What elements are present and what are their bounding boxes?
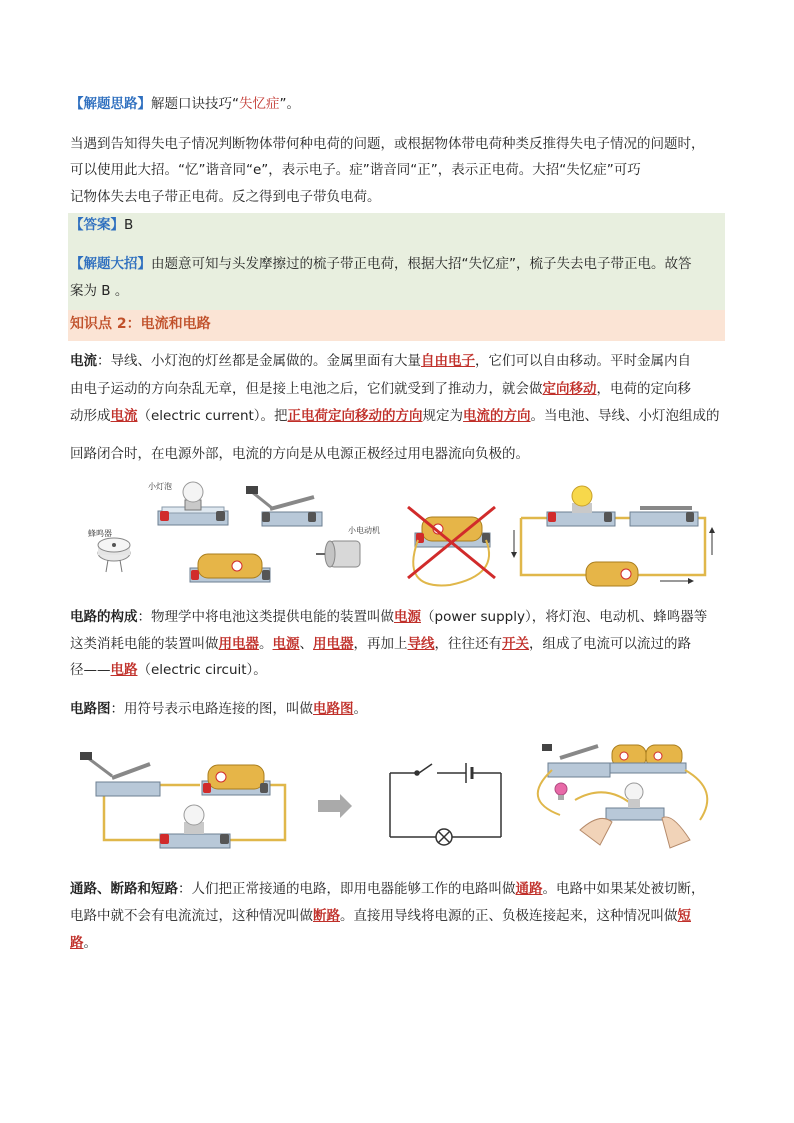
current-text: 动形成: [70, 408, 111, 424]
current-text: 规定为: [422, 408, 464, 424]
term-appliance: 用电器: [218, 636, 259, 652]
composition-text: ：物理学中将电池这类提供电能的装置叫做: [137, 609, 394, 625]
thinking-tag: 【解题思路】: [70, 96, 151, 112]
states-label: 通路、断路和短路: [70, 881, 178, 897]
current-text: ，电荷的定向移: [596, 381, 691, 397]
label-motor: 小电动机: [348, 526, 380, 535]
trick-line-2: 案为 B 。: [70, 283, 129, 299]
composition-text: （electric circuit）。: [137, 662, 267, 678]
composition-text: 。: [259, 636, 273, 652]
composition-text: 径——: [70, 662, 111, 678]
composition-text: ，再加上: [353, 636, 408, 652]
states-text: 。直接用导线将电源的正、负极连接起来，这种情况叫做: [340, 908, 678, 924]
states-text: ：人们把正常接通的电路，即用电器能够工作的电路叫做: [178, 881, 516, 897]
trick-tag: 【解题大招】: [70, 256, 151, 272]
term-positive-direction: 正电荷定向移动的方向: [287, 408, 423, 424]
term-closed-circuit: 通路: [515, 881, 543, 897]
physical-circuit-led: [538, 744, 707, 848]
composition-label: 电路的构成: [70, 609, 138, 625]
term-power-supply: 电源: [272, 636, 300, 652]
schematic-diagram: [390, 763, 501, 845]
current-label: 电流: [70, 353, 97, 369]
term-open-circuit: 断路: [313, 908, 340, 924]
states-line-2: [70, 906, 691, 926]
diagram-text: 。: [353, 701, 367, 717]
composition-text: 这类消耗电能的装置叫做: [70, 636, 219, 652]
answer-value: B: [124, 217, 134, 233]
states-line-3: [70, 933, 97, 953]
composition-text: ，往往还有: [434, 636, 502, 652]
states-text: 。电路中如果某处被切断，: [542, 881, 705, 897]
thinking-highlight: 失忆症: [239, 96, 280, 112]
term-circuit: 电路: [110, 662, 138, 678]
term-directed-motion: 定向移动: [542, 381, 597, 397]
term-current-direction: 电流的方向: [463, 408, 531, 424]
term-appliance: 用电器: [313, 636, 354, 652]
current-text: 。当电池、导线、小灯泡组成的: [530, 408, 720, 424]
term-free-electrons: 自由电子: [421, 353, 475, 369]
label-buzzer: 蜂鸣器: [88, 529, 112, 538]
explain-line-1: 当遇到告知得失电子情况判断物体带何种电荷的问题，或根据物体带电荷种类反推得失电子情况的问题时，: [70, 136, 705, 152]
thinking-text: 解题口诀技巧“: [151, 96, 239, 112]
diagram-label: 电路图: [70, 701, 111, 717]
explain-line-2: 可以使用此大招。“忆”谐音同“e”，表示电子。症”谐音同“正”，表示正电荷。大招“失忆症”可巧: [70, 162, 641, 178]
term-current: 电流: [110, 408, 138, 424]
current-text: ：导线、小灯泡的灯丝都是金属做的。金属里面有大量: [97, 353, 421, 369]
term-short-circuit: 路: [70, 935, 84, 951]
explain-line-3: 记物体失去电子带正电荷。反之得到电子带负电荷。: [70, 189, 381, 205]
current-text: 由电子运动的方向杂乱无章，但是接上电池之后，它们就受到了推动力，就会做: [70, 381, 543, 397]
arrow-icon: [318, 794, 352, 818]
label-bulb: 小灯泡: [148, 482, 172, 491]
states-line-1: [70, 879, 705, 899]
states-text: 。: [83, 935, 97, 951]
current-text: ，它们可以自由移动。平时金属内自: [475, 353, 691, 369]
composition-text: （power supply），将灯泡、电动机、蜂鸣器等: [421, 609, 708, 625]
answer-tag: 【答案】: [70, 217, 124, 233]
term-short-circuit: 短: [677, 908, 691, 924]
trick-text-1: 由题意可知与头发摩擦过的梳子带正电荷，根据大招“失忆症”，梳子失去电子带正电。故答: [151, 256, 692, 272]
term-power-supply: 电源: [394, 609, 421, 625]
term-switch: 开关: [502, 636, 529, 652]
term-circuit-diagram: 电路图: [313, 701, 354, 717]
physical-circuit: [80, 752, 285, 848]
current-line-4: 回路闭合时，在电源外部，电流的方向是从电源正极经过用电器流向负极的。: [70, 446, 529, 462]
states-text: 电路中就不会有电流流过，这种情况叫做: [70, 908, 313, 924]
composition-text: 、: [299, 636, 313, 652]
current-text: （electric current）。把: [137, 408, 288, 424]
term-wire: 导线: [407, 636, 435, 652]
diagram-text: ：用符号表示电路连接的图，叫做: [110, 701, 313, 717]
thinking-end: ”。: [279, 96, 300, 112]
knowledge-title: 知识点 2：电流和电路: [70, 316, 211, 332]
composition-text: ，组成了电流可以流过的路: [529, 636, 691, 652]
